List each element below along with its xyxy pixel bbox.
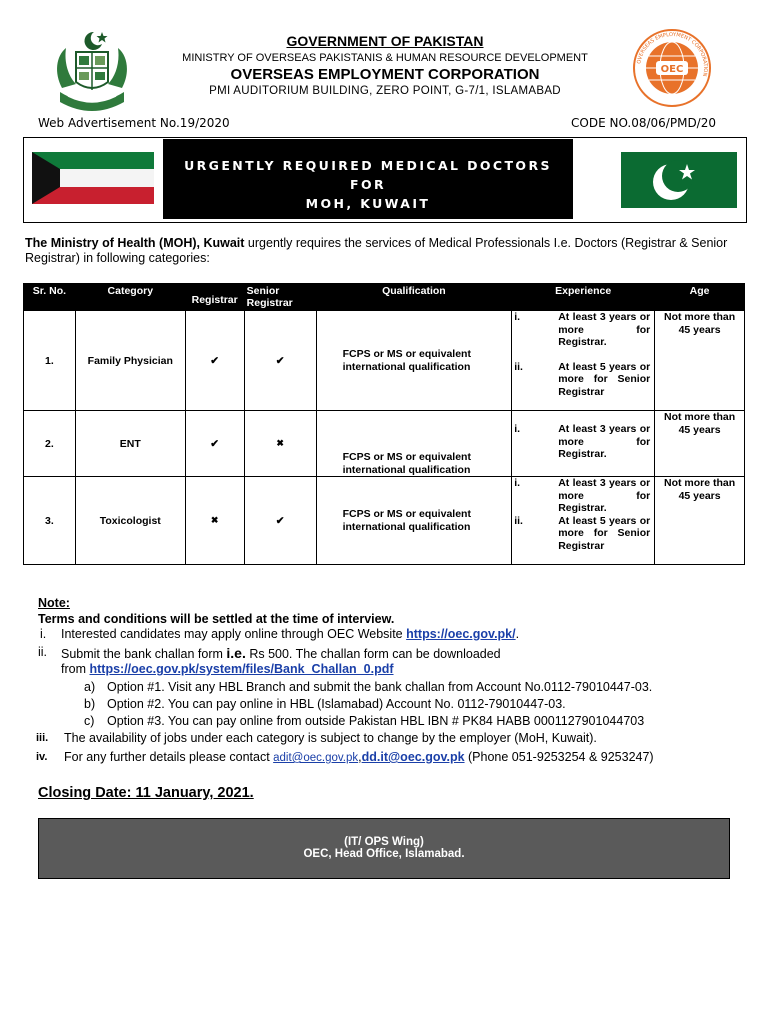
table-row [24,477,745,565]
banner-title [170,156,566,213]
note-iv: For any further details please contact adit@oec.gov.pk,dd.it@oec.gov.pk (Phone 051-9253254 & 9253247) [64,750,654,764]
option-item: a) Option #1. Visit any HBL Branch and submit the bank challan from Account No.0112-79010447-03. [84,680,653,694]
cell-experience [512,411,655,477]
cell-category: Family Physician [75,311,185,411]
pakistan-emblem [52,28,132,116]
footer-line2: OEC, Head Office, Islamabad. [303,848,465,860]
cell-qualification: FCPS or MS or equivalent international qualification [316,411,512,477]
footer-box [38,818,730,879]
experience-item: i. At least 3 years or more for Registrar. [514,477,651,514]
requirements-table [23,283,745,565]
experience-item: i. At least 3 years or more for Registrar. [514,423,651,460]
header-sr: Sr. No. [24,284,76,311]
oec-logo-ring-text: OVERSEAS EMPLOYMENT CORPORATION [636,31,709,77]
experience-item: ii. At least 5 years or more for Senior Registrar [514,360,651,398]
intro-bold: The Ministry of Health (MOH), Kuwait [25,236,245,250]
cell-sr: 3. [24,477,76,565]
kuwait-flag [32,152,154,204]
cell-category: Toxicologist [75,477,185,565]
note-heading: Note: [38,596,70,610]
terms-text: Terms and conditions will be settled at the time of interview. [38,612,395,626]
bank-challan-link[interactable]: https://oec.gov.pk/system/files/Bank_Challan_0.pdf [89,662,394,676]
intro-rest: urgently requires the services of Medical Professionals I.e. Doctors (Registrar & Senior Registrar) in following categories: [25,236,728,265]
cell-qualification: FCPS or MS or equivalent international qualification [316,477,512,565]
note-iv-number: iv. [36,751,48,763]
cell-registrar: ✔ [185,311,244,411]
header-registrar: Registrar [185,284,244,311]
cell-sr: 1. [24,311,76,411]
banner-title-line1: URGENTLY REQUIRED MEDICAL DOCTORS FOR [184,158,552,192]
cell-experience [512,311,655,411]
cell-registrar: ✖ [185,477,244,565]
banner-title-line2: MOH, KUWAIT [305,196,431,211]
header-senior-registrar: Senior Registrar [244,284,316,311]
cell-category: ENT [75,411,185,477]
note-ii-from: from https://oec.gov.pk/system/files/Bank_Challan_0.pdf [61,662,394,676]
org-address: PMI AUDITORIUM BUILDING, ZERO POINT, G-7/1, ISLAMABAD [209,85,561,97]
advertisement-number: Web Advertisement No.19/2020 [38,116,230,130]
header-experience: Experience [512,284,655,311]
header-category: Category [75,284,185,311]
note-ii-number: ii. [38,645,48,659]
note-i-number: i. [40,627,47,641]
footer-line1: (IT/ OPS Wing) [344,836,424,848]
cell-age: Not more than 45 years [655,311,745,411]
oec-logo [632,28,712,108]
cell-senior: ✔ [244,477,316,565]
pakistan-flag [581,152,737,208]
note-ii: Submit the bank challan form i.e. Rs 500. The challan form can be downloaded [61,645,501,661]
cell-age: Not more than 45 years [655,477,745,565]
oec-website-link[interactable]: https://oec.gov.pk/ [406,627,516,641]
org-name: OVERSEAS EMPLOYMENT CORPORATION [230,66,540,83]
experience-item: ii. At least 5 years or more for Senior Registrar [514,514,651,552]
gov-title: GOVERNMENT OF PAKISTAN [286,33,484,49]
ministry-name: MINISTRY OF OVERSEAS PAKISTANIS & HUMAN RESOURCE DEVELOPMENT [182,52,588,64]
note-i: Interested candidates may apply online through OEC Website https://oec.gov.pk/. [61,627,520,641]
header-qualification: Qualification [316,284,512,311]
table-header-row [24,284,745,311]
code-number: CODE NO.08/06/PMD/20 [571,116,716,130]
email-ddit-link[interactable]: dd.it@oec.gov.pk [361,750,465,764]
cell-qualification: FCPS or MS or equivalent international qualification [316,311,512,411]
cell-age: Not more than 45 years [655,411,745,477]
cell-senior: ✖ [244,411,316,477]
table-row [24,411,745,477]
email-adit-link[interactable]: adit@oec.gov.pk [273,752,359,764]
oec-logo-text: OEC [660,64,684,75]
cell-experience [512,477,655,565]
note-iii: The availability of jobs under each category is subject to change by the employer (MoH, Kuwait). [64,731,597,745]
intro-paragraph [25,236,745,266]
cell-senior: ✔ [244,311,316,411]
cell-registrar: ✔ [185,411,244,477]
header-age: Age [655,284,745,311]
experience-item: i. At least 3 years or more for Registrar. [514,311,651,348]
cell-sr: 2. [24,411,76,477]
note-iii-number: iii. [36,732,49,744]
option-item: b) Option #2. You can pay online in HBL (Islamabad) Account No. 0112-79010447-03. [84,697,566,711]
table-row [24,311,745,411]
option-item: c) Option #3. You can pay online from outside Pakistan HBL IBN # PK84 HABB 0001127901044703 [84,714,645,728]
closing-date: Closing Date: 11 January, 2021. [38,785,254,801]
